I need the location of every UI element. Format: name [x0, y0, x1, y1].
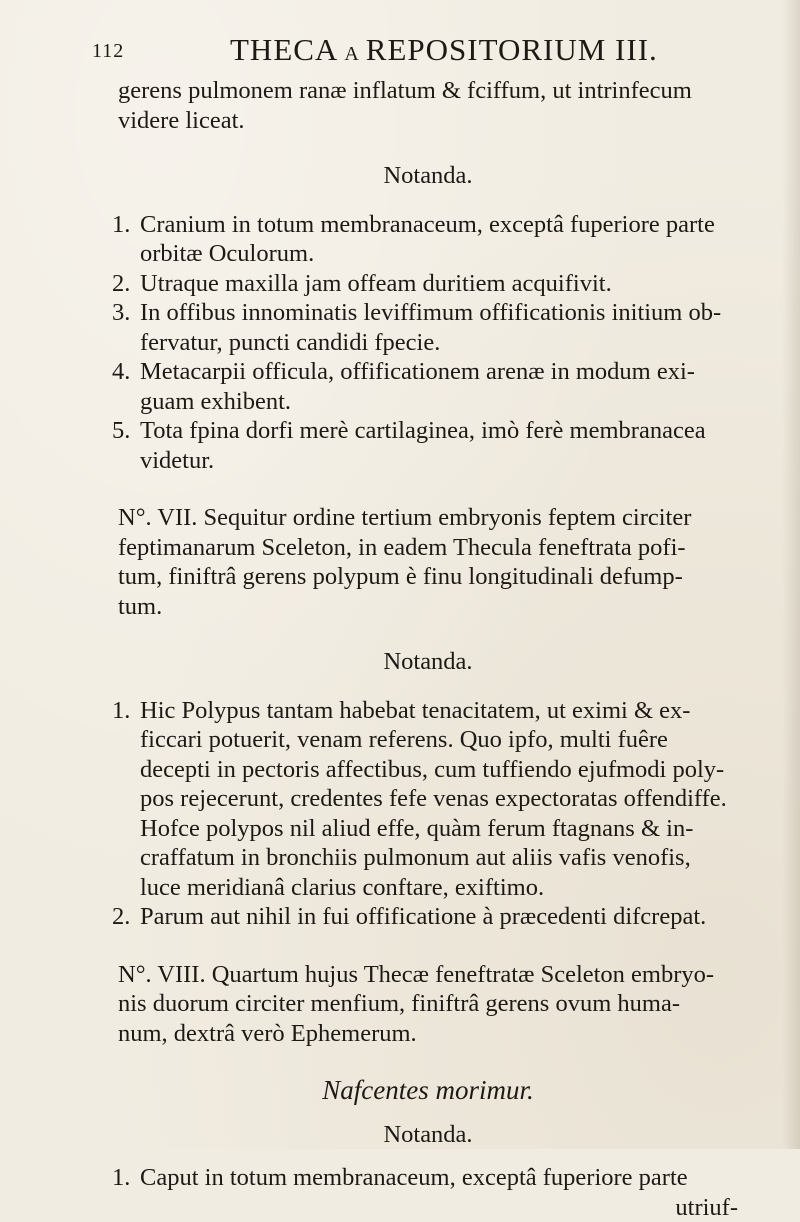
motto: Nafcentes morimur.	[118, 1076, 738, 1106]
note-number: 1.	[112, 696, 130, 726]
page-edge-shadow	[782, 0, 800, 1149]
text-line: Hofce polypos nil aliud effe, quàm ferum ftagnans & in-	[140, 815, 693, 842]
text-line: tum, finiftrâ gerens polypum è finu longitudinali defump-	[118, 563, 683, 590]
text-line: luce meridianâ clarius conftare, exiftimo.	[140, 874, 544, 901]
text-line: nis duorum circiter menfium, finiftrâ gerens ovum huma-	[118, 990, 680, 1017]
text-line: decepti in pectoris affectibus, cum tuffiendo ejufmodi poly-	[140, 756, 724, 783]
notes-list-3	[118, 1163, 738, 1193]
text-line: tum.	[118, 593, 162, 620]
text-line: Tota fpina dorfi merè cartilaginea, imò ferè membranacea	[140, 417, 706, 444]
text-line: guam exhibent.	[140, 388, 291, 415]
note-number: 2.	[112, 269, 130, 299]
text-line: orbitæ Oculorum.	[140, 240, 314, 267]
page-body	[118, 76, 738, 1222]
notes-list-1	[118, 210, 738, 476]
text-line: Hic Polypus tantam habebat tenacitatem, ut eximi & ex-	[140, 697, 690, 724]
intro-paragraph	[118, 76, 738, 135]
page-header	[92, 32, 732, 72]
text-line: pos rejecerunt, credentes fefe venas expectoratas offendiffe.	[140, 785, 727, 812]
running-head	[230, 32, 658, 68]
text-line: N°. VII. Sequitur ordine tertium embryonis feptem circiter	[118, 504, 691, 531]
note-number: 5.	[112, 416, 130, 446]
text-line: ficcari potuerit, venam referens. Quo ipfo, multi fuêre	[140, 726, 668, 753]
entry-vii	[118, 503, 738, 621]
text-line: fervatur, puncti candidi fpecie.	[140, 329, 440, 356]
text-line: Metacarpii officula, offificationem arenæ in modum exi-	[140, 358, 695, 385]
note-item	[118, 696, 738, 903]
note-item	[118, 416, 738, 475]
text-line: videtur.	[140, 447, 214, 474]
text-line: videre liceat.	[118, 107, 245, 134]
note-item	[118, 210, 738, 269]
text-line: In offibus innominatis leviffimum offificationis initium ob-	[140, 299, 721, 326]
notanda-heading: Notanda.	[118, 1120, 738, 1150]
running-head-main: THECA	[230, 32, 338, 67]
text-line: craffatum in bronchiis pulmonum aut aliis vafis venofis,	[140, 844, 691, 871]
text-line: feptimanarum Sceleton, in eadem Thecula feneftrata pofi-	[118, 534, 686, 561]
note-number: 1.	[112, 1163, 130, 1193]
entry-viii	[118, 960, 738, 1049]
text-line: gerens pulmonem ranæ inflatum & fciffum, ut intrinfecum	[118, 77, 692, 104]
running-head-small: A	[344, 43, 359, 65]
note-item	[118, 1163, 738, 1193]
text-line: N°. VIII. Quartum hujus Thecæ feneftratæ Sceleton embryo-	[118, 961, 714, 988]
text-line: Caput in totum membranaceum, exceptâ fuperiore parte	[140, 1164, 688, 1191]
note-item	[118, 298, 738, 357]
text-line: Cranium in totum membranaceum, exceptâ fuperiore parte	[140, 211, 715, 238]
note-number: 4.	[112, 357, 130, 387]
text-line: Parum aut nihil in fui offificatione à præcedenti difcrepat.	[140, 903, 706, 930]
text-line: num, dextrâ verò Ephemerum.	[118, 1020, 417, 1047]
running-head-rest: REPOSITORIUM III.	[366, 32, 658, 67]
note-number: 2.	[112, 902, 130, 932]
catchword: utriuf-	[118, 1193, 738, 1222]
note-number: 1.	[112, 210, 130, 240]
note-number: 3.	[112, 298, 130, 328]
notes-list-2	[118, 696, 738, 932]
note-item	[118, 902, 738, 932]
note-item	[118, 269, 738, 299]
note-item	[118, 357, 738, 416]
notanda-heading: Notanda.	[118, 161, 738, 191]
text-line: Utraque maxilla jam offeam duritiem acquifivit.	[140, 270, 612, 297]
notanda-heading: Notanda.	[118, 647, 738, 677]
page-number: 112	[92, 40, 124, 63]
